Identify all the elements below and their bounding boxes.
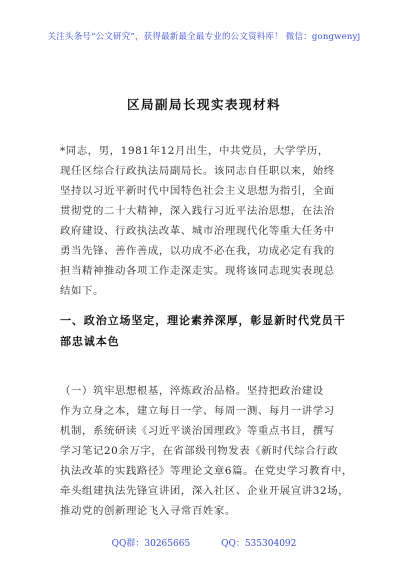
- text-line: 学习笔记20余万字，在省部级刊物发表《新时代综合行政: [60, 445, 339, 457]
- text-line: 执法改革的实践路径》等理论文章6篇。在党史学习教育中，: [60, 465, 353, 477]
- qq-group-text: QQ群：30265665: [111, 539, 191, 549]
- text-line: 结如下。: [60, 285, 104, 297]
- header-banner: 关注头条号“公文研究”，获得最新最全最专业的公文资料库！ 微信：gongwenyj: [47, 32, 361, 42]
- text-line: 机制，系统研读《习近平谈治国理政》等重点书目，撰写: [60, 425, 335, 437]
- heading-line: 一、政治立场坚定，理论素养深厚，彰显新时代党员干: [60, 314, 346, 327]
- footer-banner: [0, 536, 408, 549]
- text-line: 政府建设、行政执法改革、城市治理现代化等重大任务中: [60, 225, 335, 237]
- qq-contact-text: QQ：535304092: [221, 539, 297, 549]
- document-title: 区局副局长现实表现材料: [126, 97, 281, 112]
- text-line: 坚持以习近平新时代中国特色社会主义思想为指引，全面: [60, 185, 335, 197]
- text-line: *同志，男，1981年12月出生，中共党员，大学学历，: [60, 145, 329, 157]
- text-line: 作为立身之本，建立每日一学、每周一测、每月一讲学习: [60, 405, 335, 417]
- text-line: 牵头组建执法先锋宣讲团，深入社区、企业开展宣讲32场，: [60, 485, 350, 497]
- text-line: 推动党的创新理论飞入寻常百姓家。: [60, 505, 236, 517]
- paragraph-intro: [60, 141, 360, 301]
- heading-line: 部忠诚本色: [60, 335, 120, 348]
- text-line: 勇当先锋、善作善成，以功成不必在我，功成必定有我的: [60, 245, 335, 257]
- text-line: 现任区综合行政执法局副局长。该同志自任职以来，始终: [60, 165, 335, 177]
- section-heading-1: [60, 311, 360, 353]
- text-line: 担当精神推动各项工作走深走实。现将该同志现实表现总: [60, 265, 335, 277]
- text-line: 贯彻党的二十大精神，深入践行习近平法治思想，在法治: [60, 205, 335, 217]
- text-line: （一）筑牢思想根基，淬炼政治品格。坚持把政治建设: [60, 385, 324, 397]
- paragraph-section1-item1: [60, 381, 360, 521]
